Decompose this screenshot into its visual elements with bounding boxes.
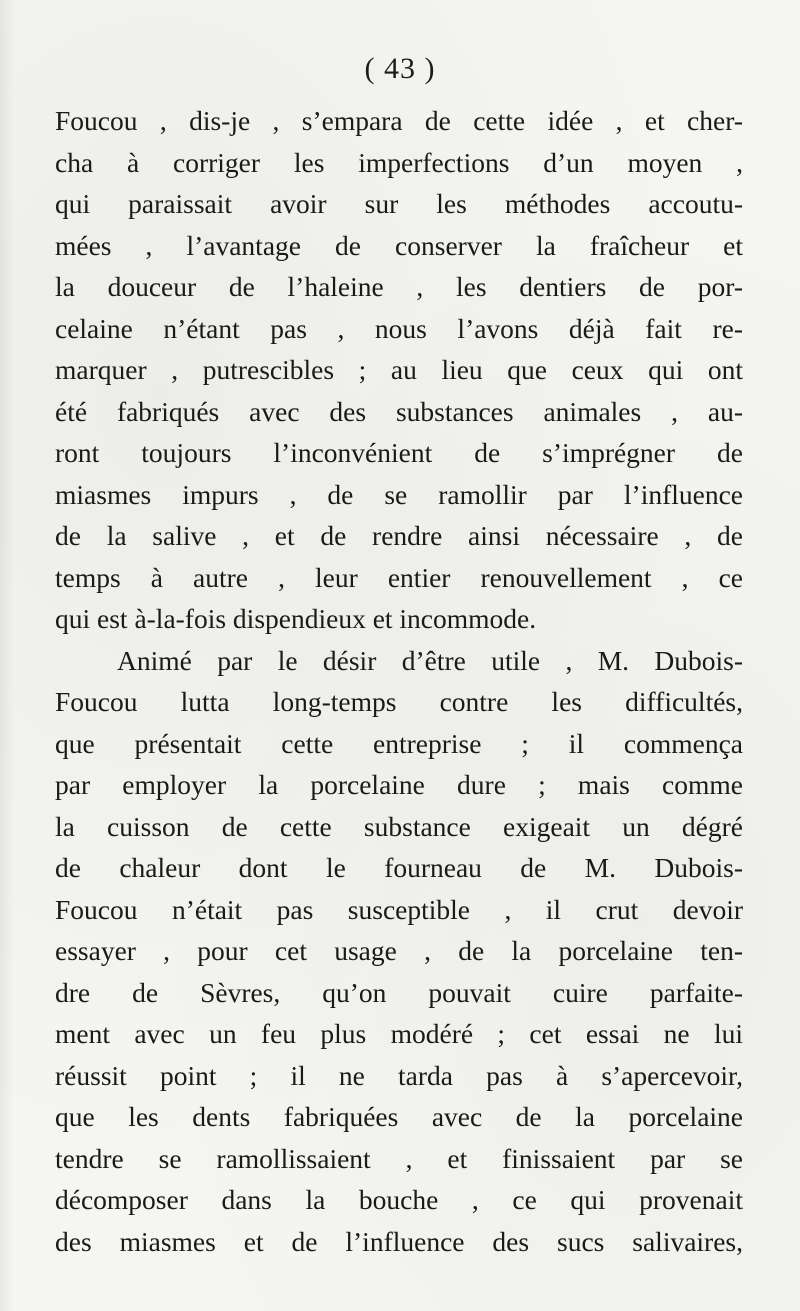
paragraph-1	[55, 100, 743, 640]
text-line: de chaleur dont le fourneau de M. Dubois-	[55, 852, 743, 883]
text-line: essayer , pour cet usage , de la porcelaine ten-	[55, 935, 743, 966]
text-line: ment avec un feu plus modéré ; cet essai ne lui	[55, 1018, 743, 1049]
text-line: Foucou lutta long-temps contre les difficultés,	[55, 686, 743, 717]
paragraph-2	[55, 640, 743, 1263]
text-line: celaine n’étant pas , nous l’avons déjà fait re-	[55, 312, 743, 344]
text-line: mées , l’avantage de conserver la fraîcheur et	[55, 229, 743, 261]
text-line: ront toujours l’inconvénient de s’imprégner de	[55, 437, 743, 468]
text-line: miasmes impurs , de se ramollir par l’influence	[55, 478, 743, 510]
text-line: décomposer dans la bouche , ce qui provenait	[55, 1184, 743, 1215]
body-text	[55, 100, 743, 1262]
text-line: Foucou , dis-je , s’empara de cette idée , et cher-	[55, 105, 743, 136]
text-line: dre de Sèvres, qu’on pouvait cuire parfaite-	[55, 976, 743, 1008]
text-line: que présentait cette entreprise ; il commença	[55, 727, 743, 759]
text-line: Foucou n’était pas susceptible , il crut devoir	[55, 893, 743, 925]
text-line: été fabriqués avec des substances animales , au-	[55, 395, 743, 427]
text-line: la cuisson de cette substance exigeait un dégré	[55, 810, 743, 842]
text-line: qui paraissait avoir sur les méthodes accoutu-	[55, 188, 743, 219]
text-line: de la salive , et de rendre ainsi nécessaire , de	[55, 520, 743, 551]
text-line: que les dents fabriquées avec de la porcelaine	[55, 1101, 743, 1132]
text-line: réussit point ; il ne tarda pas à s’apercevoir,	[55, 1059, 743, 1091]
text-line: cha à corriger les imperfections d’un moyen ,	[55, 146, 743, 178]
text-line: temps à autre , leur entier renouvellement , ce	[55, 561, 743, 593]
text-line: des miasmes et de l’influence des sucs salivaires,	[55, 1225, 743, 1257]
text-line: marquer , putrescibles ; au lieu que ceux qui ont	[55, 354, 743, 385]
text-line: par employer la porcelaine dure ; mais comme	[55, 769, 743, 800]
text-line: qui est à-la-fois dispendieux et incommode.	[55, 603, 537, 634]
page-number: ( 43 )	[364, 52, 436, 85]
text-line: tendre se ramollissaient , et finissaient par se	[55, 1142, 743, 1174]
text-line: Animé par le désir d’être utile , M. Dubois-	[117, 644, 743, 676]
text-line: la douceur de l’haleine , les dentiers de por-	[55, 271, 743, 302]
